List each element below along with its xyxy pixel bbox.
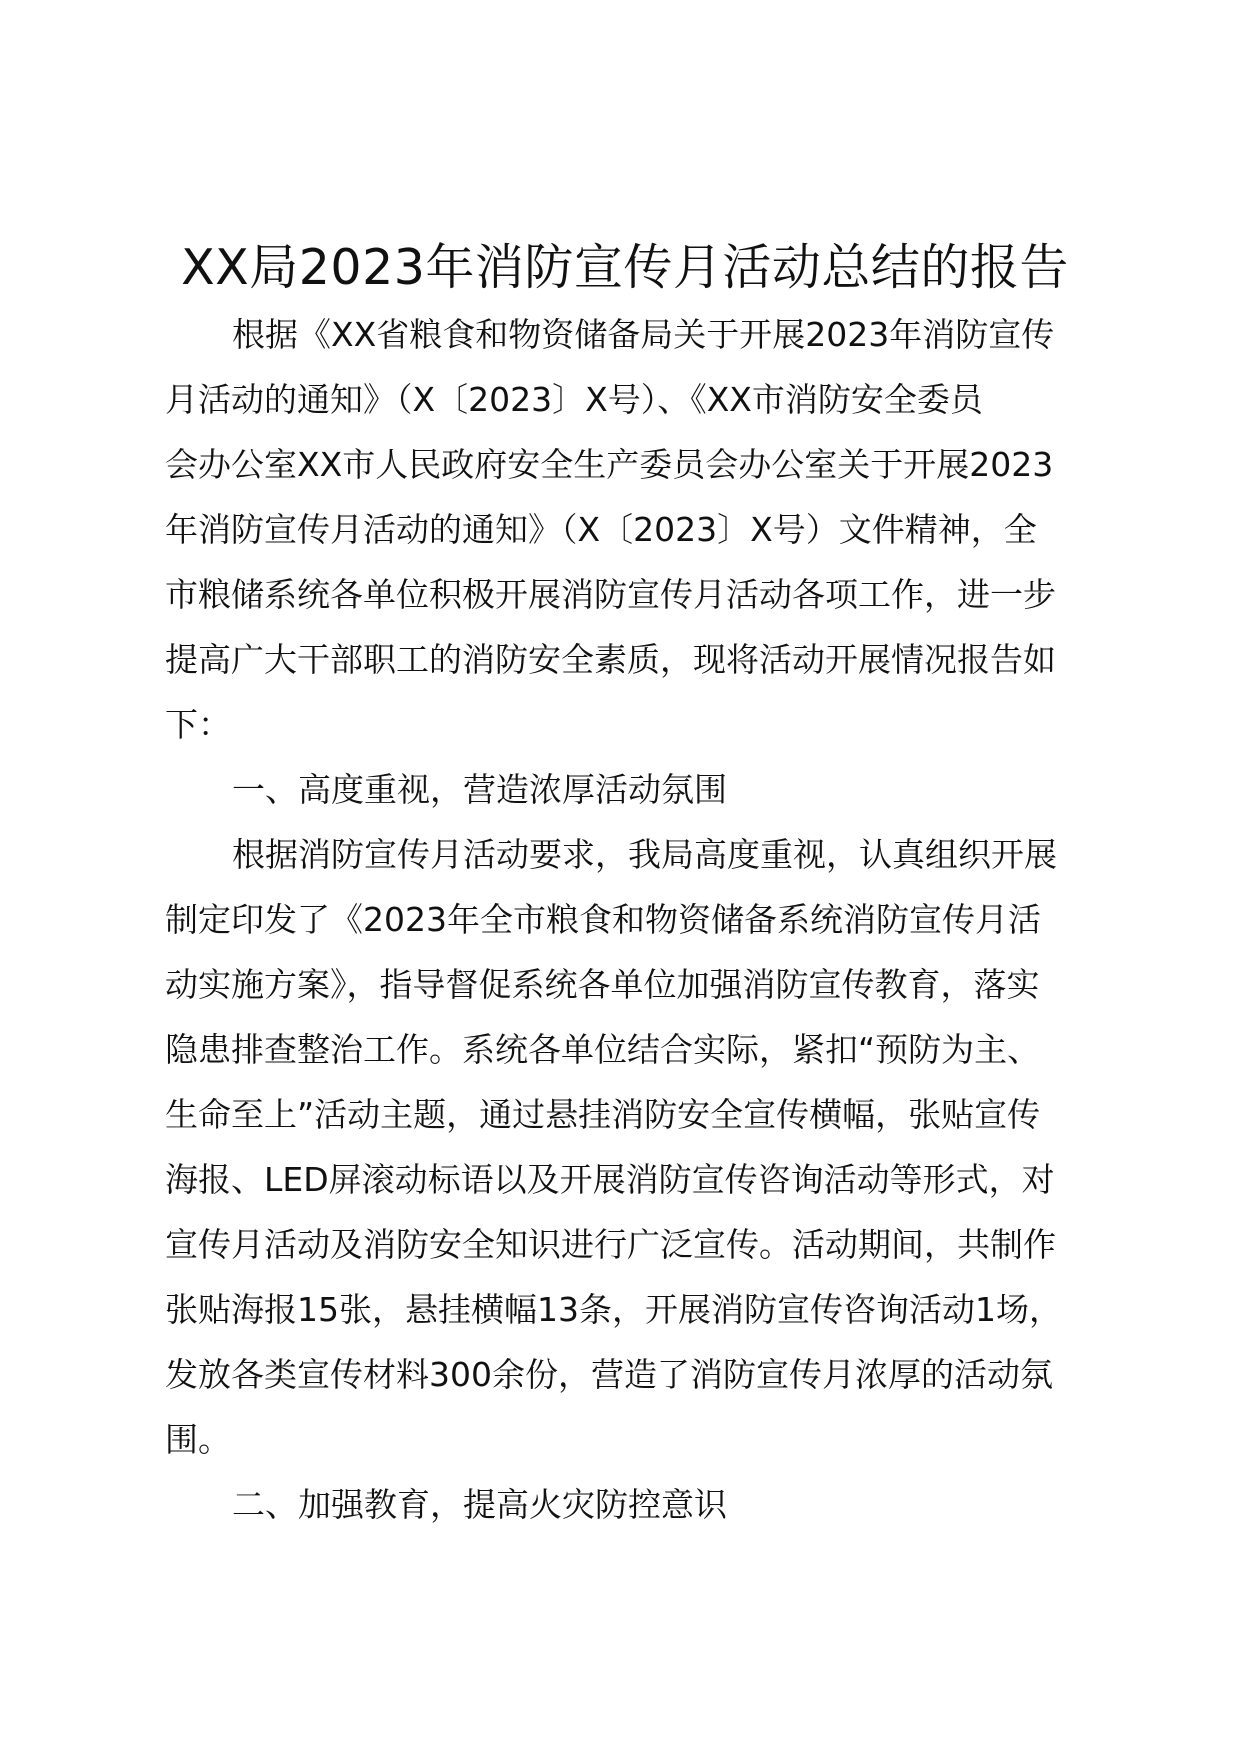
text-line: 一、高度重视，营造浓厚活动氛围	[232, 770, 727, 809]
text-line: 张贴海报15张，悬挂横幅13条，开展消防宣传咨询活动1场，	[165, 1290, 1062, 1329]
text-line: 二、加强教育，提高火灾防控意识	[232, 1485, 727, 1524]
text-line: 制定印发了《2023年全市粮食和物资储备系统消防宣传月活	[165, 900, 1041, 939]
text-line: 围。	[165, 1420, 231, 1459]
text-line: 根据消防宣传月活动要求，我局高度重视，认真组织开展	[232, 835, 1057, 874]
text-line: 发放各类宣传材料300余份，营造了消防宣传月浓厚的活动氛	[165, 1355, 1053, 1394]
text-line: 提高广大干部职工的消防安全素质，现将活动开展情况报告如	[165, 640, 1056, 679]
text-line: 市粮储系统各单位积极开展消防宣传月活动各项工作，进一步	[165, 575, 1056, 614]
text-line: 隐患排查整治工作。系统各单位结合实际，紧扣“预防为主、	[165, 1030, 1041, 1069]
text-line: 下：	[165, 705, 231, 744]
text-line: 生命至上”活动主题，通过悬挂消防安全宣传横幅，张贴宣传	[165, 1095, 1041, 1134]
text-line: 根据《XX省粮食和物资储备局关于开展2023年消防宣传	[232, 315, 1055, 354]
text-line: 宣传月活动及消防安全知识进行广泛宣传。活动期间，共制作	[165, 1225, 1056, 1264]
text-line: 月活动的通知》（X〔2023〕X号）、《XX市消防安全委员	[165, 380, 983, 419]
text-line: 会办公室XX市人民政府安全生产委员会办公室关于开展2023	[165, 445, 1054, 484]
document-title: XX局2023年消防宣传月活动总结的报告	[181, 239, 1069, 296]
document-page	[165, 0, 1085, 1754]
document-body	[165, 302, 1085, 1537]
text-line: 年消防宣传月活动的通知》（X〔2023〕X号）文件精神，全	[165, 510, 1037, 549]
text-line: 动实施方案》，指导督促系统各单位加强消防宣传教育，落实	[165, 965, 1040, 1004]
text-line: 海报、LED屏滚动标语以及开展消防宣传咨询活动等形式，对	[165, 1160, 1055, 1199]
